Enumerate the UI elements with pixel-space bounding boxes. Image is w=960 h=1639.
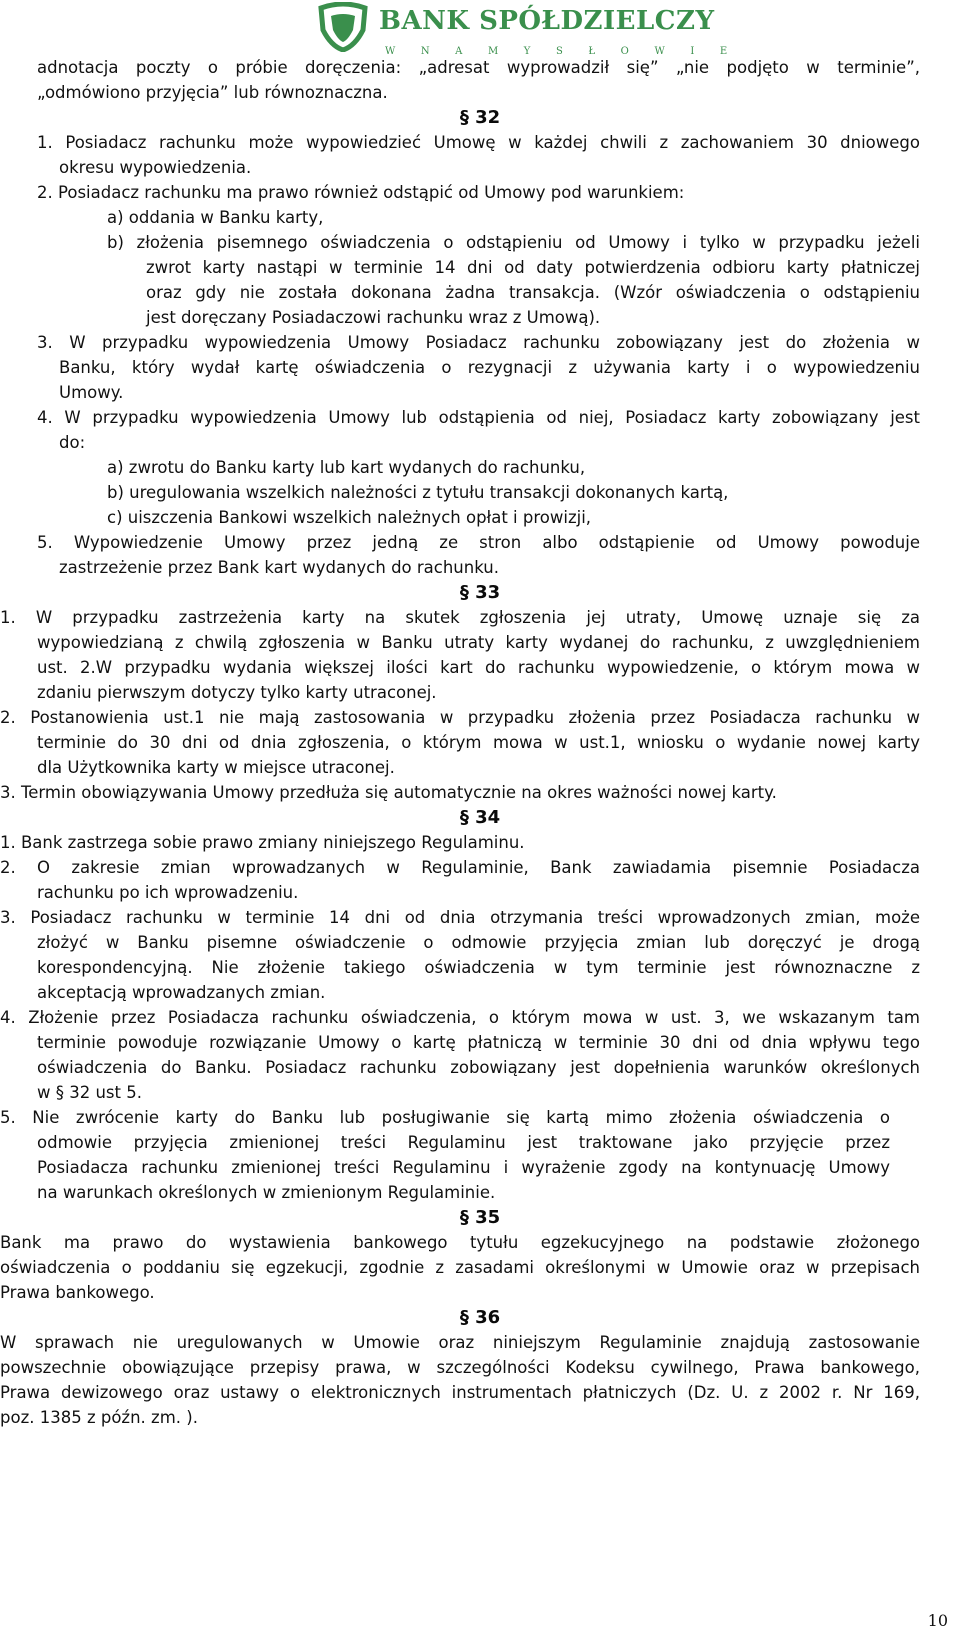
text-line: 1. W przypadku zastrzeżenia karty na skutek zgłoszenia jej utraty, Umowę uznaje się za (0, 608, 920, 627)
text-line: rachunku po ich wprowadzeniu. (37, 883, 299, 902)
text-line: 5. Nie zwrócenie karty do Banku lub posługiwanie się kartą mimo złożenia oświadczenia o (0, 1108, 890, 1127)
section-heading-36: § 36 (459, 1307, 501, 1328)
logo-subtitle: W N A M Y S Ł O W I E (385, 46, 739, 57)
text-line: 2. Posiadacz rachunku ma prawo również odstąpić od Umowy pod warunkiem: (37, 183, 685, 202)
list-item: c) uiszczenia Bankowi wszelkich należnych opłat i prowizji, (107, 508, 592, 527)
text-line: ust. 2.W przypadku wydania większej ilości kart do rachunku wypowiedzenie, o którym mowa w (37, 658, 920, 677)
text-line: wypowiedzianą z chwilą zgłoszenia w Banku utraty karty wydanej do rachunku, z uwzględnieniem (37, 633, 920, 652)
text-line: „odmówiono przyjęcia” lub równoznaczna. (37, 83, 388, 102)
section-heading-34: § 34 (459, 807, 501, 828)
text-line: okresu wypowiedzenia. (59, 158, 252, 177)
text-line: 1. Posiadacz rachunku może wypowiedzieć Umowę w każdej chwili z zachowaniem 30 dniowego (37, 133, 920, 152)
text-line: Banku, który wydał kartę oświadczenia o rezygnacji z używania karty i o wypowiedzeniu (59, 358, 920, 377)
text-line: złożyć w Banku pisemne oświadczenie o odmowie przyjęcia zmian lub doręczyć je drogą (37, 933, 920, 952)
section-heading-35: § 35 (459, 1207, 501, 1228)
text-line: Prawa bankowego. (0, 1283, 155, 1302)
list-item: a) zwrotu do Banku karty lub kart wydanych do rachunku, (107, 458, 586, 477)
text-line: zdaniu pierwszym dotyczy tylko karty utraconej. (37, 683, 437, 702)
text-line: oświadczenia do Banku. Posiadacz rachunku zobowiązany jest dopełnienia warunków określonych (37, 1058, 920, 1077)
text-line: oraz gdy nie została dokonana żadna transakcja. (Wzór oświadczenia o odstąpieniu (146, 283, 920, 302)
list-item: b) złożenia pisemnego oświadczenia o odstąpieniu od Umowy i tylko w przypadku jeżeli (107, 233, 920, 252)
text-line: zastrzeżenie przez Bank kart wydanych do rachunku. (59, 558, 499, 577)
text-line: terminie powoduje rozwiązanie Umowy o kartę płatniczą w terminie 30 dni od dnia wpływu tego (37, 1033, 920, 1052)
text-line: zwrot karty nastąpi w terminie 14 dni od daty potwierdzenia odbioru karty płatniczej (146, 258, 920, 277)
text-line: w § 32 ust 5. (37, 1083, 142, 1102)
text-line: 5. Wypowiedzenie Umowy przez jedną ze stron albo odstąpienie od Umowy powoduje (37, 533, 920, 552)
text-line: Umowy. (59, 383, 124, 402)
logo-title: BANK SPÓŁDZIELCZY (379, 6, 715, 36)
page-number: 10 (927, 1611, 948, 1630)
text-line: na warunkach określonych w zmienionym Regulaminie. (37, 1183, 496, 1202)
text-line: 4. Złożenie przez Posiadacza rachunku oświadczenia, o którym mowa w ust. 3, we wskazanym tam (0, 1008, 920, 1027)
text-line: jest doręczany Posiadaczowi rachunku wraz z Umową). (146, 308, 601, 327)
text-line: korespondencyjną. Nie złożenie takiego oświadczenia w tym terminie jest równoznaczne z (37, 958, 920, 977)
text-line: 3. W przypadku wypowiedzenia Umowy Posiadacz rachunku zobowiązany jest do złożenia w (37, 333, 920, 352)
text-line: 4. W przypadku wypowiedzenia Umowy lub odstąpienia od niej, Posiadacz karty zobowiązany jest (37, 408, 920, 427)
text-line: powszechnie obowiązujące przepisy prawa, w szczególności Kodeksu cywilnego, Prawa bankowego, (0, 1358, 920, 1377)
text-line: 1. Bank zastrzega sobie prawo zmiany niniejszego Regulaminu. (0, 833, 525, 852)
text-line: Bank ma prawo do wystawienia bankowego tytułu egzekucyjnego na podstawie złożonego (0, 1233, 920, 1252)
text-line: Posiadacza rachunku zmienionej treści Regulaminu i wyrażenie zgody na kontynuację Umowy (37, 1158, 890, 1177)
section-heading-33: § 33 (459, 582, 501, 603)
bank-logo (315, 2, 739, 57)
text-line: akceptacją wprowadzanych zmian. (37, 983, 326, 1002)
text-line: 3. Termin obowiązywania Umowy przedłuża się automatycznie na okres ważności nowej karty. (0, 783, 777, 802)
section-heading-32: § 32 (459, 107, 501, 128)
text-line: 3. Posiadacz rachunku w terminie 14 dni od dnia otrzymania treści wprowadzonych zmian, może (0, 908, 920, 927)
text-line: dla Użytkownika karty w miejsce utraconej. (37, 758, 395, 777)
text-line: 2. Postanowienia ust.1 nie mają zastosowania w przypadku złożenia przez Posiadacza rachunku w (0, 708, 920, 727)
list-item: a) oddania w Banku karty, (107, 208, 324, 227)
text-line: poz. 1385 z późn. zm. ). (0, 1408, 198, 1427)
text-line: Prawa dewizowego oraz ustawy o elektronicznych instrumentach płatniczych (Dz. U. z 2002 r. Nr 169, (0, 1383, 920, 1402)
text-line: odmowie przyjęcia zmienionej treści Regulaminu jest traktowane jako przyjęcie przez (37, 1133, 890, 1152)
text-line: W sprawach nie uregulowanych w Umowie oraz niniejszym Regulaminie znajdują zastosowanie (0, 1333, 920, 1352)
text-line: adnotacja poczty o próbie doręczenia: „adresat wyprowadził się” „nie podjęto w terminie”, (37, 58, 920, 77)
text-line: 2. O zakresie zmian wprowadzanych w Regulaminie, Bank zawiadamia pisemnie Posiadacza (0, 858, 920, 877)
text-line: oświadczenia o poddaniu się egzekucji, zgodnie z zasadami określonymi w Umowie oraz w przepisach (0, 1258, 920, 1277)
text-line: do: (59, 433, 86, 452)
bank-emblem-icon (315, 2, 371, 52)
list-item: b) uregulowania wszelkich należności z tytułu transakcji dokonanych kartą, (107, 483, 729, 502)
text-line: terminie do 30 dni od dnia zgłoszenia, o którym mowa w ust.1, wniosku o wydanie nowej karty (37, 733, 920, 752)
